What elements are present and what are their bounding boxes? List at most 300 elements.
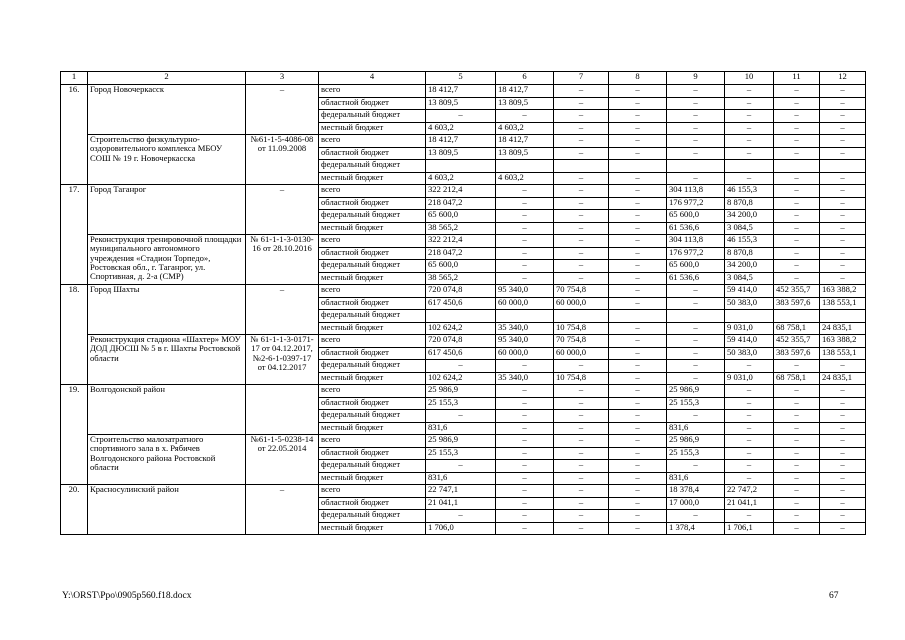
funding-source: местный бюджет [319,372,426,385]
amount-cell: – [820,85,866,98]
amount-cell: – [774,85,820,98]
budget-table [60,71,866,535]
amount-cell: – [609,322,667,335]
amount-cell: – [609,472,667,485]
amount-cell: – [609,435,667,448]
amount-cell: – [725,122,774,135]
amount-cell: 60 000,0 [554,297,609,310]
amount-cell: 70 754,8 [554,335,609,348]
amount-cell: – [774,472,820,485]
amount-cell: – [820,410,866,423]
header-cell: 1 [61,72,88,85]
amount-cell: – [774,385,820,398]
amount-cell: – [609,360,667,373]
amount-cell: – [667,460,725,473]
amount-cell: 61 536,6 [667,222,725,235]
funding-source: федеральный бюджет [319,210,426,223]
amount-cell: 163 388,2 [820,285,866,298]
amount-cell [554,310,609,323]
amount-cell: – [609,335,667,348]
amount-cell: – [496,222,554,235]
amount-cell: – [820,460,866,473]
amount-cell [667,160,725,173]
amount-cell: – [725,110,774,123]
amount-cell: 4 603,2 [496,122,554,135]
funding-source: местный бюджет [319,272,426,285]
amount-cell: 65 600,0 [667,260,725,273]
amount-cell: – [609,222,667,235]
amount-cell: 21 041,1 [725,497,774,510]
funding-source: областной бюджет [319,397,426,410]
region-budget-row [61,185,866,198]
amount-cell: – [609,460,667,473]
amount-cell: 25 986,9 [667,385,725,398]
region-name: Волгодонской район [88,385,246,435]
amount-cell: 61 536,6 [667,272,725,285]
amount-cell: 18 412,7 [496,85,554,98]
document-number: №61-1-5-0238-14 от 22.05.2014 [246,435,319,485]
amount-cell: – [820,447,866,460]
amount-cell: 25 155,3 [667,397,725,410]
amount-cell: – [496,472,554,485]
amount-cell: 138 553,1 [820,297,866,310]
document-number [246,385,319,435]
amount-cell: – [820,147,866,160]
amount-cell: 35 340,0 [496,322,554,335]
funding-source: всего [319,135,426,148]
amount-cell: – [725,147,774,160]
amount-cell: 25 155,3 [426,397,496,410]
document-number: №61-1-5-4086-08 от 11.09.2008 [246,135,319,185]
amount-cell: – [820,260,866,273]
row-number: 17. [61,185,88,285]
amount-cell: 50 383,0 [725,347,774,360]
amount-cell: – [554,197,609,210]
amount-cell: 24 835,1 [820,322,866,335]
amount-cell: – [774,197,820,210]
amount-cell: – [667,372,725,385]
amount-cell: – [554,135,609,148]
amount-cell: – [820,110,866,123]
amount-cell: 65 600,0 [667,210,725,223]
amount-cell: – [609,285,667,298]
funding-source: местный бюджет [319,472,426,485]
amount-cell: – [774,410,820,423]
funding-source: всего [319,385,426,398]
amount-cell: – [820,472,866,485]
amount-cell: – [554,422,609,435]
amount-cell: – [820,422,866,435]
footer-page-number: 67 [829,591,839,601]
amount-cell: – [609,385,667,398]
amount-cell: – [554,172,609,185]
amount-cell: – [554,122,609,135]
amount-cell: – [725,460,774,473]
funding-source: областной бюджет [319,497,426,510]
amount-cell: – [554,110,609,123]
amount-cell: 50 383,0 [725,297,774,310]
object-budget-row [61,135,866,148]
amount-cell [667,310,725,323]
region-budget-row [61,485,866,498]
amount-cell: – [496,410,554,423]
amount-cell: 25 986,9 [426,435,496,448]
amount-cell: – [496,422,554,435]
amount-cell: 9 031,0 [725,322,774,335]
amount-cell: 720 074,8 [426,335,496,348]
amount-cell: 8 870,8 [725,247,774,260]
amount-cell: 176 977,2 [667,197,725,210]
amount-cell: – [820,122,866,135]
amount-cell [820,160,866,173]
funding-source: всего [319,285,426,298]
amount-cell: 218 047,2 [426,247,496,260]
object-name: Реконструкция тренировочной площадки муниципального автономного учреждения «Стадион Торпедо», Ростовская обл., г. Таганрог, ул. Спортивная, д. 2-а (СМР) [88,235,246,285]
amount-cell: – [774,260,820,273]
funding-source: областной бюджет [319,297,426,310]
amount-cell: – [496,397,554,410]
amount-cell: 59 414,0 [725,285,774,298]
amount-cell: 452 355,7 [774,335,820,348]
amount-cell [496,160,554,173]
region-name: Город Шахты [88,285,246,335]
funding-source: всего [319,185,426,198]
amount-cell: – [609,260,667,273]
amount-cell: 452 355,7 [774,285,820,298]
funding-source: федеральный бюджет [319,110,426,123]
amount-cell: – [609,347,667,360]
amount-cell: – [496,235,554,248]
amount-cell: – [820,510,866,523]
amount-cell: – [554,497,609,510]
amount-cell: 9 031,0 [725,372,774,385]
amount-cell: – [820,385,866,398]
amount-cell: – [609,210,667,223]
header-cell: 2 [88,72,246,85]
amount-cell: – [774,272,820,285]
amount-cell: 34 200,0 [725,260,774,273]
amount-cell: 17 000,0 [667,497,725,510]
amount-cell: – [609,422,667,435]
document-number: № 61-1-1-3-0130-16 от 28.10.2016 [246,235,319,285]
amount-cell: 1 378,4 [667,522,725,535]
amount-cell: – [426,460,496,473]
amount-cell: 60 000,0 [496,297,554,310]
amount-cell: – [774,172,820,185]
funding-source: федеральный бюджет [319,510,426,523]
row-number: 16. [61,85,88,185]
region-name: Красносулинский район [88,485,246,535]
amount-cell: – [554,472,609,485]
document-number: № 61-1-1-3-0171-17 от 04.12.2017, №2-6-1-0397-17 от 04.12.2017 [246,335,319,385]
amount-cell: 720 074,8 [426,285,496,298]
amount-cell: 383 597,6 [774,297,820,310]
header-cell: 11 [774,72,820,85]
amount-cell: – [774,510,820,523]
amount-cell: – [496,447,554,460]
amount-cell: 18 412,7 [496,135,554,148]
amount-cell: – [609,122,667,135]
amount-cell: – [725,172,774,185]
amount-cell: – [426,110,496,123]
amount-cell: – [820,247,866,260]
amount-cell: – [820,485,866,498]
amount-cell: – [725,360,774,373]
document-number: – [246,285,319,335]
funding-source: областной бюджет [319,447,426,460]
amount-cell: – [725,510,774,523]
amount-cell: – [496,185,554,198]
budget-table-container [60,71,866,535]
object-name: Реконструкция стадиона «Шахтер» МОУ ДОД ДЮСШ № 5 в г. Шахты Ростовской области [88,335,246,385]
amount-cell: 34 200,0 [725,210,774,223]
amount-cell: – [496,247,554,260]
amount-cell: 25 155,3 [426,447,496,460]
amount-cell: – [667,360,725,373]
amount-cell: 65 600,0 [426,260,496,273]
amount-cell: – [496,272,554,285]
amount-cell: – [725,397,774,410]
amount-cell: – [496,260,554,273]
amount-cell: – [554,360,609,373]
amount-cell [426,160,496,173]
amount-cell: – [725,385,774,398]
amount-cell: – [554,410,609,423]
amount-cell: – [725,410,774,423]
amount-cell: – [725,422,774,435]
amount-cell: – [820,185,866,198]
amount-cell: – [667,135,725,148]
amount-cell: – [667,85,725,98]
amount-cell: 18 412,7 [426,85,496,98]
amount-cell: – [609,447,667,460]
region-budget-row [61,385,866,398]
amount-cell: 1 706,1 [725,522,774,535]
amount-cell: 46 155,3 [725,235,774,248]
amount-cell [496,310,554,323]
amount-cell: – [725,85,774,98]
amount-cell: 46 155,3 [725,185,774,198]
amount-cell: – [496,510,554,523]
amount-cell: – [554,447,609,460]
amount-cell: – [774,447,820,460]
amount-cell: – [609,372,667,385]
header-cell: 12 [820,72,866,85]
amount-cell: 4 603,2 [426,122,496,135]
header-cell: 4 [319,72,426,85]
funding-source: федеральный бюджет [319,460,426,473]
amount-cell [554,160,609,173]
amount-cell: – [609,397,667,410]
amount-cell: 38 565,2 [426,222,496,235]
amount-cell [820,310,866,323]
region-budget-row [61,285,866,298]
amount-cell [725,310,774,323]
funding-source: областной бюджет [319,347,426,360]
funding-source: всего [319,235,426,248]
amount-cell: 8 870,8 [725,197,774,210]
amount-cell: – [820,272,866,285]
amount-cell: – [774,147,820,160]
amount-cell: – [667,322,725,335]
amount-cell [426,310,496,323]
funding-source: всего [319,85,426,98]
amount-cell: – [496,360,554,373]
amount-cell: 13 809,5 [496,147,554,160]
amount-cell: – [774,247,820,260]
funding-source: местный бюджет [319,172,426,185]
amount-cell: – [496,385,554,398]
funding-source: местный бюджет [319,222,426,235]
amount-cell: – [725,472,774,485]
amount-cell: 25 986,9 [667,435,725,448]
amount-cell: – [554,247,609,260]
amount-cell: – [667,122,725,135]
amount-cell: 25 986,9 [426,385,496,398]
amount-cell: – [774,497,820,510]
amount-cell: 1 706,0 [426,522,496,535]
amount-cell: 68 758,1 [774,322,820,335]
amount-cell: – [609,135,667,148]
amount-cell: – [820,497,866,510]
amount-cell: 831,6 [667,422,725,435]
amount-cell: – [774,110,820,123]
amount-cell: – [667,510,725,523]
amount-cell: 218 047,2 [426,197,496,210]
amount-cell: 22 747,2 [725,485,774,498]
amount-cell: – [667,110,725,123]
funding-source: областной бюджет [319,97,426,110]
amount-cell: – [725,135,774,148]
amount-cell: 24 835,1 [820,372,866,385]
amount-cell: – [426,360,496,373]
amount-cell: 95 340,0 [496,285,554,298]
amount-cell: – [774,485,820,498]
amount-cell: – [774,210,820,223]
amount-cell: – [426,410,496,423]
amount-cell: 65 600,0 [426,210,496,223]
amount-cell: – [496,210,554,223]
amount-cell: – [667,335,725,348]
amount-cell: – [609,247,667,260]
amount-cell: 18 412,7 [426,135,496,148]
amount-cell: – [609,510,667,523]
amount-cell: – [774,122,820,135]
document-number: – [246,485,319,535]
amount-cell: – [725,447,774,460]
object-name: Строительство малозатратного спортивного зала в х. Рябичев Волгодонского района Ростовской области [88,435,246,485]
amount-cell: – [774,97,820,110]
amount-cell: 13 809,5 [426,97,496,110]
amount-cell: – [667,297,725,310]
header-cell: 7 [554,72,609,85]
amount-cell: – [774,460,820,473]
amount-cell: – [496,197,554,210]
header-cell: 9 [667,72,725,85]
amount-cell: – [774,222,820,235]
amount-cell: – [609,147,667,160]
amount-cell: 322 212,4 [426,235,496,248]
amount-cell: 4 603,2 [496,172,554,185]
funding-source: федеральный бюджет [319,260,426,273]
amount-cell: – [820,397,866,410]
amount-cell [725,160,774,173]
amount-cell: 831,6 [426,472,496,485]
amount-cell: – [609,410,667,423]
amount-cell [609,310,667,323]
amount-cell: – [554,147,609,160]
amount-cell: 13 809,5 [426,147,496,160]
amount-cell: 304 113,8 [667,235,725,248]
funding-source: федеральный бюджет [319,410,426,423]
funding-source: всего [319,435,426,448]
amount-cell: – [554,385,609,398]
amount-cell [774,310,820,323]
amount-cell: 322 212,4 [426,185,496,198]
amount-cell: – [609,235,667,248]
amount-cell: – [820,197,866,210]
object-budget-row [61,335,866,348]
amount-cell: – [609,110,667,123]
amount-cell: – [667,410,725,423]
amount-cell: – [820,360,866,373]
amount-cell: – [725,435,774,448]
amount-cell: – [667,172,725,185]
amount-cell: – [820,172,866,185]
funding-source: областной бюджет [319,197,426,210]
amount-cell: – [774,135,820,148]
funding-source: местный бюджет [319,322,426,335]
amount-cell: – [554,260,609,273]
region-budget-row [61,85,866,98]
amount-cell: – [554,510,609,523]
amount-cell: – [609,272,667,285]
amount-cell: – [554,85,609,98]
amount-cell: 3 084,5 [725,222,774,235]
amount-cell: 304 113,8 [667,185,725,198]
funding-source: всего [319,335,426,348]
amount-cell: 38 565,2 [426,272,496,285]
amount-cell: – [609,297,667,310]
amount-cell: – [820,97,866,110]
amount-cell: – [609,522,667,535]
amount-cell: 176 977,2 [667,247,725,260]
amount-cell: 68 758,1 [774,372,820,385]
amount-cell: – [774,397,820,410]
amount-cell: 10 754,8 [554,372,609,385]
row-number: 18. [61,285,88,385]
amount-cell: 163 388,2 [820,335,866,348]
amount-cell: – [609,172,667,185]
amount-cell: – [554,435,609,448]
amount-cell: – [554,222,609,235]
amount-cell: 617 450,6 [426,347,496,360]
amount-cell: – [609,185,667,198]
header-cell: 3 [246,72,319,85]
amount-cell: – [496,497,554,510]
row-number: 20. [61,485,88,535]
amount-cell: – [820,235,866,248]
header-cell: 5 [426,72,496,85]
amount-cell: – [820,210,866,223]
amount-cell: 3 084,5 [725,272,774,285]
amount-cell: – [609,497,667,510]
amount-cell: – [774,435,820,448]
row-number: 19. [61,385,88,485]
amount-cell: 60 000,0 [554,347,609,360]
amount-cell: – [554,485,609,498]
amount-cell: 4 603,2 [426,172,496,185]
